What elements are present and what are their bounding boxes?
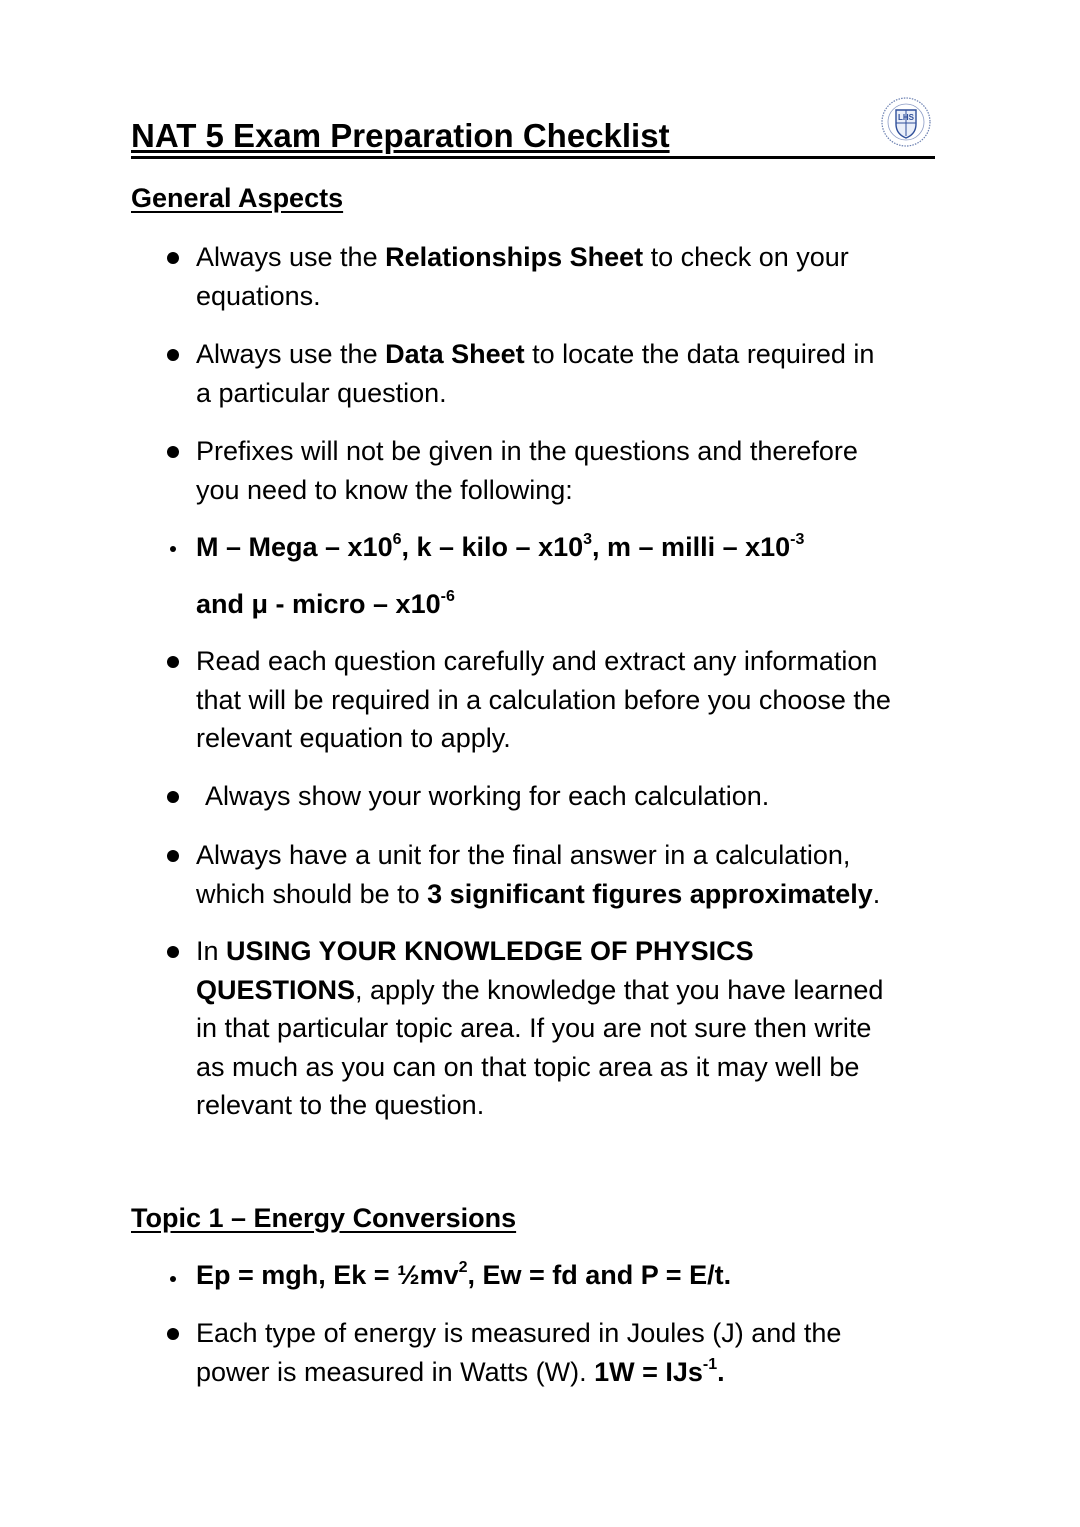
list-item xyxy=(196,335,946,412)
list-item-prefixes-cont xyxy=(196,585,946,624)
section-heading-topic-1: Topic 1 – Energy Conversions xyxy=(131,1203,517,1233)
text-run: Always have a unit for the final answer in a calculation, xyxy=(196,840,851,870)
bullet-dot xyxy=(170,1276,176,1282)
text-run: In xyxy=(196,936,227,966)
title-row xyxy=(131,116,935,159)
list-item xyxy=(196,238,946,315)
text-run: that will be required in a calculation before you choose the xyxy=(196,684,891,715)
text-run: power is measured in Watts (W). xyxy=(196,1356,595,1387)
text-run: in that particular topic area. If you are not sure then write xyxy=(196,1013,872,1043)
bullet-dot xyxy=(170,546,176,552)
text-run: , k – kilo – x10 xyxy=(401,532,584,562)
crest-text: LHS xyxy=(898,113,914,122)
superscript: -6 xyxy=(440,588,455,605)
list-item xyxy=(196,932,946,1125)
text-run: relevant to the question. xyxy=(196,1090,485,1120)
emphasis-text: USING YOUR KNOWLEDGE OF PHYSICS xyxy=(226,936,754,966)
text-run: which should be to xyxy=(196,878,428,909)
list-item xyxy=(196,1314,946,1391)
page-title: NAT 5 Exam Preparation Checklist xyxy=(131,117,670,154)
bullet-dot xyxy=(167,1328,179,1340)
superscript: 6 xyxy=(392,531,402,548)
superscript: 2 xyxy=(458,1259,468,1276)
emphasis-text: . xyxy=(717,1356,725,1387)
emphasis-text: QUESTIONS xyxy=(196,974,356,1005)
superscript: 3 xyxy=(583,531,593,548)
section-heading-general: General Aspects xyxy=(131,183,344,213)
text-run: Each type of energy is measured in Joules (J) and the xyxy=(196,1318,842,1348)
text-run: to check on your xyxy=(643,242,849,272)
text-run: Always show your working for each calculation. xyxy=(205,781,770,811)
list-item xyxy=(196,836,946,913)
text-run: to locate the data required in xyxy=(524,339,875,369)
emphasis-text: 3 significant figures approximately xyxy=(427,878,873,909)
text-run: , m – milli – x10 xyxy=(592,532,791,562)
bullet-dot xyxy=(167,252,179,264)
text-run: Prefixes will not be given in the questions and therefore xyxy=(196,436,858,466)
text-run: Ep = mgh, Ek = ½mv xyxy=(196,1260,459,1290)
list-item xyxy=(196,432,946,509)
list-item-prefixes xyxy=(196,528,946,567)
list-item xyxy=(196,642,946,758)
emphasis-text: Relationships Sheet xyxy=(385,242,644,272)
list-item-equations xyxy=(196,1256,946,1295)
list-item xyxy=(205,777,955,816)
text-run: equations. xyxy=(196,280,321,311)
text-run: a particular question. xyxy=(196,377,447,408)
bullet-dot xyxy=(167,791,179,803)
bullet-dot xyxy=(167,656,179,668)
bullet-dot xyxy=(167,946,179,958)
text-run: . xyxy=(872,878,881,909)
superscript: -1 xyxy=(702,1355,718,1373)
text-run: you need to know the following: xyxy=(196,474,573,505)
emphasis-text: Data Sheet xyxy=(385,339,525,369)
bullet-dot xyxy=(167,349,179,361)
school-crest-icon xyxy=(880,96,932,148)
text-run: relevant equation to apply. xyxy=(196,723,511,753)
text-run: Always use the xyxy=(196,339,386,369)
text-run: , apply the knowledge that you have learned xyxy=(355,974,884,1005)
emphasis-text: 1W = IJs xyxy=(594,1356,703,1387)
text-run: and μ - micro – x10 xyxy=(196,589,441,619)
text-run: as much as you can on that topic area as it may well be xyxy=(196,1051,860,1082)
text-run: , Ew = fd and P = E/t. xyxy=(467,1260,732,1290)
bullet-dot xyxy=(167,850,179,862)
text-run: M – Mega – x10 xyxy=(196,532,393,562)
superscript: -3 xyxy=(790,531,805,548)
text-run: Always use the xyxy=(196,242,386,272)
bullet-dot xyxy=(167,446,179,458)
text-run: Read each question carefully and extract any information xyxy=(196,646,878,676)
